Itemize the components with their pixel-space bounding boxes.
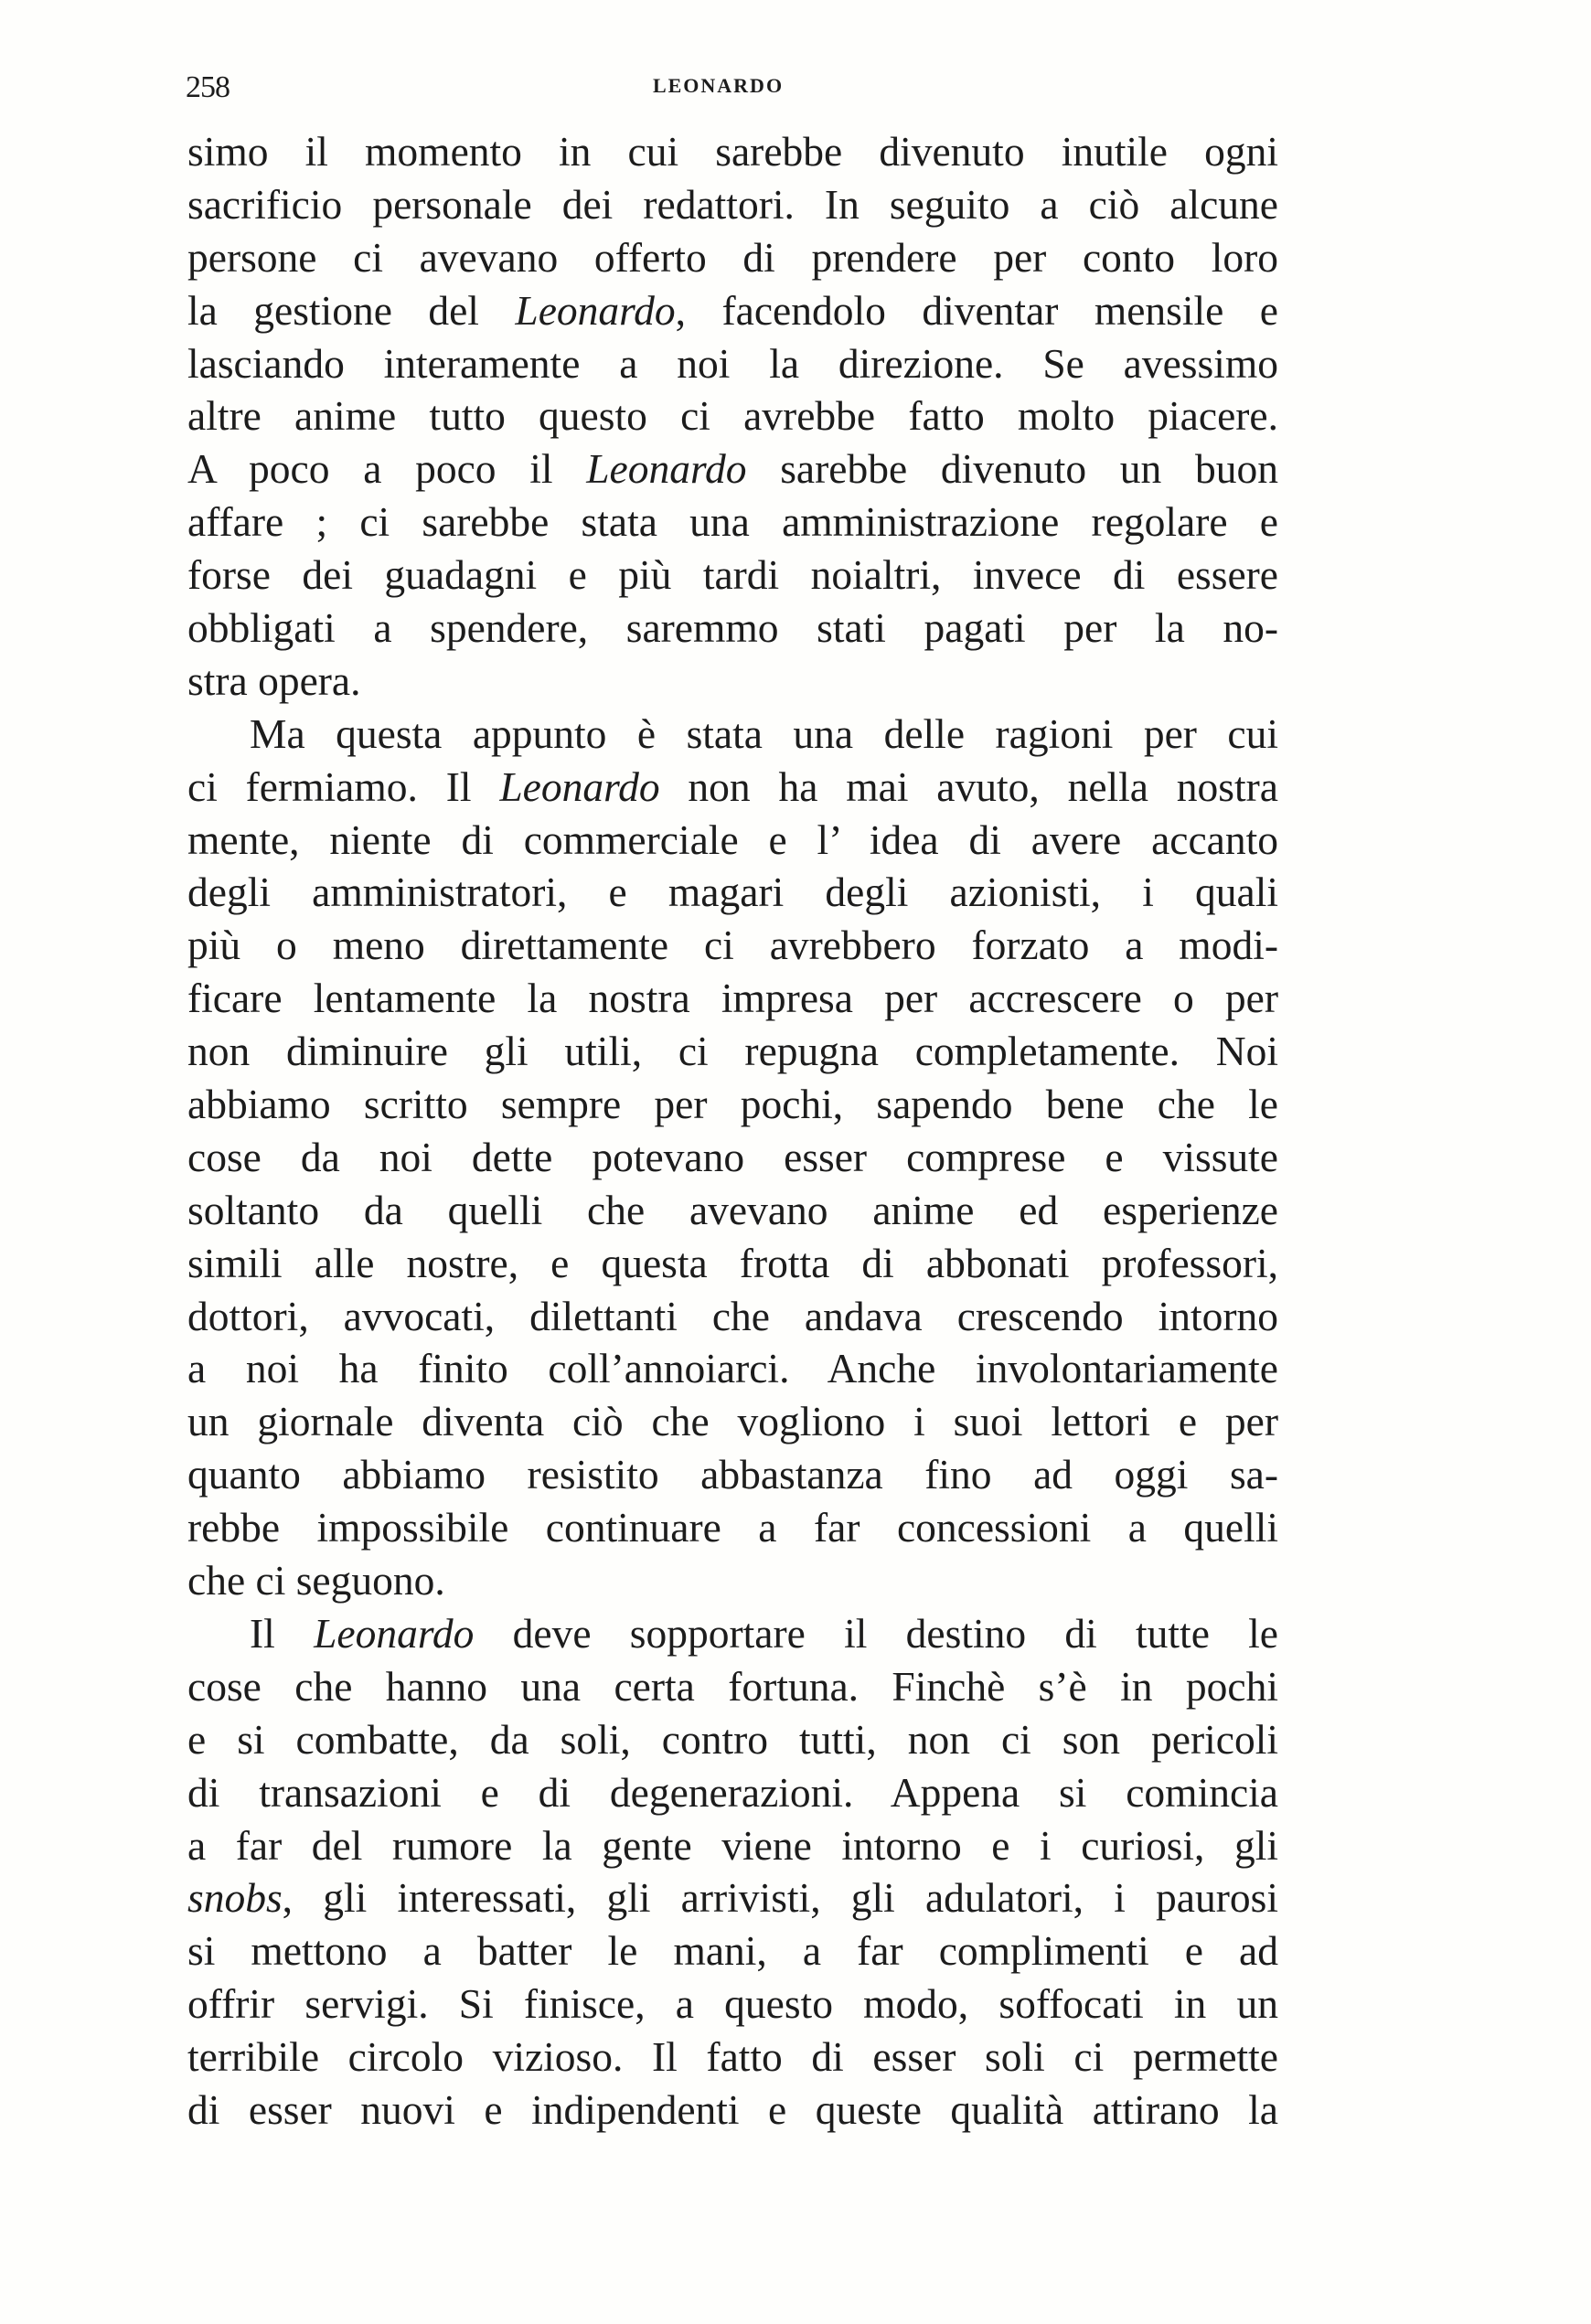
text-line xyxy=(187,708,1278,761)
text-line xyxy=(187,284,1278,337)
text-line xyxy=(187,1184,1278,1237)
text-segment: a noi ha finito coll’annoiarci. Anche involontariamente xyxy=(187,1345,1278,1392)
text-line xyxy=(187,866,1278,919)
text-segment: A poco a poco il xyxy=(187,445,587,493)
text-segment: degli amministratori, e magari degli azionisti, i quali xyxy=(187,869,1278,916)
text-segment: e si combatte, da soli, contro tutti, non ci son pericoli xyxy=(187,1715,1278,1763)
text-segment: persone ci avevano offerto di prendere per conto loro xyxy=(187,233,1278,281)
text-line xyxy=(187,1448,1278,1501)
text-segment: , gli interessati, gli arrivisti, gli adulatori, i paurosi xyxy=(282,1874,1278,1922)
text-segment: lasciando interamente a noi la direzione. Se avessimo xyxy=(187,339,1278,387)
text-segment: , facendolo diventar mensile e xyxy=(675,286,1278,334)
text-line xyxy=(187,1766,1278,1819)
italic-title-text: Leonardo xyxy=(314,1609,475,1657)
text-line xyxy=(187,549,1278,602)
page-number: 258 xyxy=(186,70,230,104)
text-segment: quanto abbiamo resistito abbastanza fino ad oggi sa- xyxy=(187,1451,1278,1498)
text-line xyxy=(187,1819,1278,1872)
italic-title-text: Leonardo xyxy=(499,762,660,810)
text-segment: cose da noi dette potevano esser comprese e vissute xyxy=(187,1133,1278,1180)
text-segment: ficare lentamente la nostra impresa per accrescere o per xyxy=(187,975,1278,1022)
text-segment: a far del rumore la gente viene intorno e i curiosi, gli xyxy=(187,1821,1278,1869)
text-segment: Ma questa appunto è stata una delle ragioni per cui xyxy=(250,709,1278,757)
text-segment: ci fermiamo. Il xyxy=(187,762,500,810)
text-segment: soltanto da quelli che avevano anime ed esperienze xyxy=(187,1186,1278,1233)
text-segment: terribile circolo vizioso. Il fatto di esser soli ci permette xyxy=(187,2033,1278,2081)
text-segment: di transazioni e di degenerazioni. Appena si comincia xyxy=(187,1768,1278,1816)
text-segment: altre anime tutto questo ci avrebbe fatto molto piacere. xyxy=(187,392,1278,440)
text-segment: di esser nuovi e indipendenti e queste qualità attirano la xyxy=(187,2085,1278,2133)
text-segment: che ci seguono. xyxy=(187,1557,445,1604)
text-segment: si mettono a batter le mani, a far complimenti e ad xyxy=(187,1927,1278,1975)
text-segment: più o meno direttamente ci avrebbero forzato a modi- xyxy=(187,922,1278,969)
text-line xyxy=(187,1713,1278,1766)
text-segment: dottori, avvocati, dilettanti che andava crescendo intorno xyxy=(187,1292,1278,1339)
text-line xyxy=(187,1131,1278,1184)
text-line xyxy=(187,1501,1278,1554)
text-line xyxy=(187,231,1278,284)
text-segment: deve sopportare il destino di tutte le xyxy=(474,1609,1279,1657)
text-line xyxy=(187,1290,1278,1343)
text-segment: stra opera. xyxy=(187,656,361,704)
italic-title-text: snobs xyxy=(187,1874,283,1922)
text-line xyxy=(187,2031,1278,2084)
text-line xyxy=(187,389,1278,442)
text-line xyxy=(187,1025,1278,1078)
text-line xyxy=(187,125,1278,178)
text-segment: obbligati a spendere, saremmo stati pagati per la no- xyxy=(187,604,1278,652)
text-segment: non diminuire gli utili, ci repugna completamente. Noi xyxy=(187,1028,1278,1075)
text-line xyxy=(187,1978,1278,2031)
text-line xyxy=(187,337,1278,390)
text-line xyxy=(187,1660,1278,1713)
text-segment: la gestione del xyxy=(187,286,516,334)
text-segment: non ha mai avuto, nella nostra xyxy=(659,762,1278,810)
text-segment: forse dei guadagni e più tardi noialtri, invece di essere xyxy=(187,551,1278,599)
text-segment: abbiamo scritto sempre per pochi, sapendo bene che le xyxy=(187,1081,1278,1128)
text-line xyxy=(187,1924,1278,1978)
text-line xyxy=(187,602,1278,655)
text-line xyxy=(187,814,1278,867)
text-line xyxy=(187,178,1278,231)
text-line xyxy=(187,655,1278,708)
text-segment: offrir servigi. Si finisce, a questo modo, soffocati in un xyxy=(187,1980,1278,2028)
text-line xyxy=(187,442,1278,496)
text-line xyxy=(187,1342,1278,1395)
running-title: LEONARDO xyxy=(652,74,785,97)
italic-title-text: Leonardo xyxy=(515,286,676,334)
text-segment: simili alle nostre, e questa frotta di abbonati professori, xyxy=(187,1239,1278,1286)
text-segment: Il xyxy=(250,1609,315,1657)
text-segment: rebbe impossibile continuare a far concessioni a quelli xyxy=(187,1504,1278,1551)
text-line xyxy=(187,972,1278,1025)
text-line xyxy=(187,761,1278,814)
text-line xyxy=(187,496,1278,549)
text-line xyxy=(187,1871,1278,1924)
text-segment: cose che hanno una certa fortuna. Finchè s’è in pochi xyxy=(187,1662,1278,1710)
text-line xyxy=(187,919,1278,972)
text-line xyxy=(187,1078,1278,1131)
text-segment: simo il momento in cui sarebbe divenuto inutile ogni xyxy=(187,128,1278,175)
text-line xyxy=(187,1237,1278,1290)
italic-title-text: Leonardo xyxy=(586,445,747,493)
text-segment: affare ; ci sarebbe stata una amministrazione regolare e xyxy=(187,498,1278,546)
text-line xyxy=(187,1607,1278,1660)
text-segment: sarebbe divenuto un buon xyxy=(746,445,1278,493)
running-head xyxy=(186,64,1278,104)
body-text xyxy=(187,125,1278,2137)
text-segment: sacrificio personale dei redattori. In seguito a ciò alcune xyxy=(187,180,1278,228)
text-line xyxy=(187,2084,1278,2137)
text-segment: un giornale diventa ciò che vogliono i suoi lettori e per xyxy=(187,1398,1278,1445)
text-line xyxy=(187,1395,1278,1448)
text-line xyxy=(187,1554,1278,1607)
text-segment: mente, niente di commerciale e l’ idea di avere accanto xyxy=(187,816,1278,863)
